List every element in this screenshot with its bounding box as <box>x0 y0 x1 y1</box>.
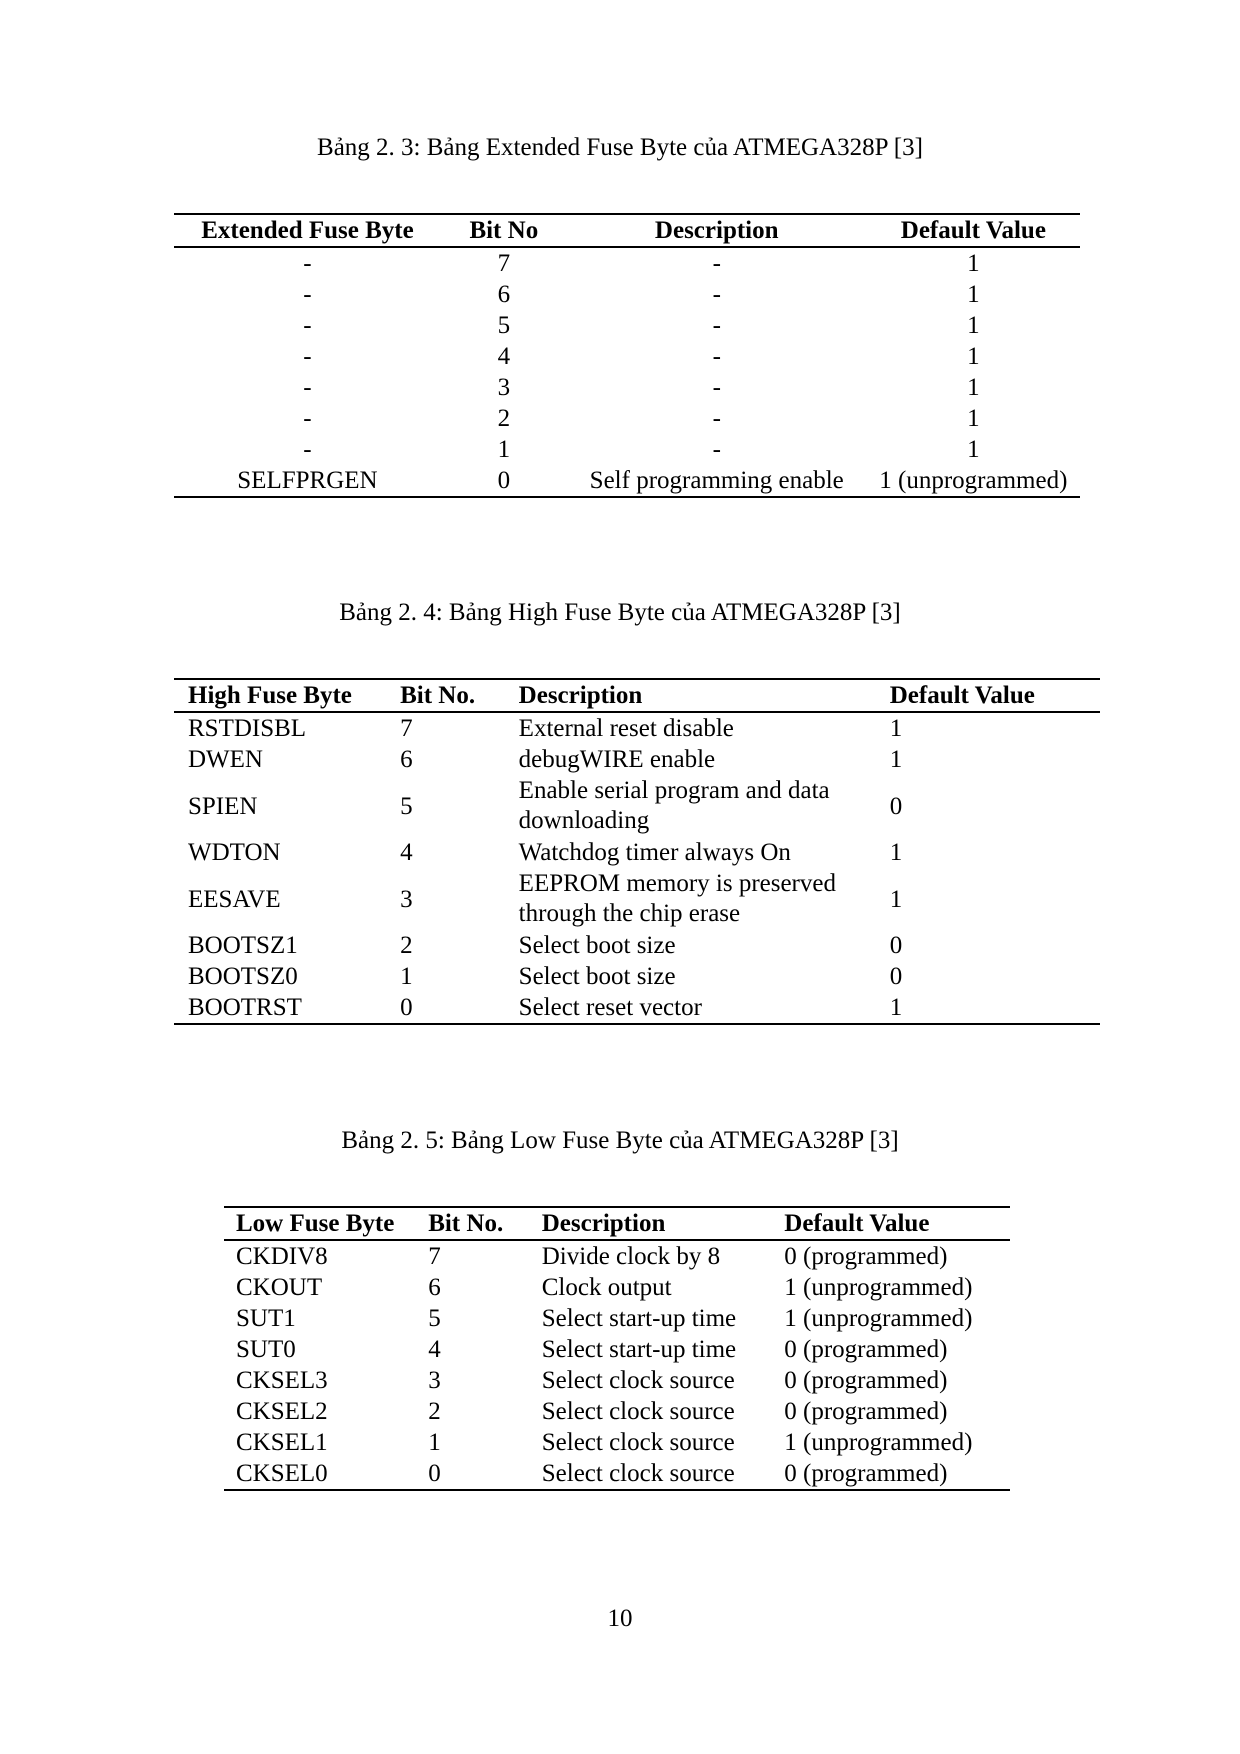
table-row <box>174 279 1080 310</box>
table-cell: 0 <box>428 1460 441 1487</box>
column-header: Bit No <box>469 217 539 244</box>
table-cell: 0 (programmed) <box>784 1243 948 1270</box>
table-cell: 1 (unprogrammed) <box>784 1429 973 1456</box>
table-cell: EESAVE <box>188 885 281 913</box>
table-row <box>174 712 1100 744</box>
table-row <box>174 434 1080 465</box>
table-cell: 0 <box>889 792 903 820</box>
table-cell: - <box>712 250 721 277</box>
table-row <box>174 310 1080 341</box>
table-cell: - <box>303 312 312 339</box>
table-cell: 3 <box>497 374 511 401</box>
extended-fuse-byte-table <box>174 213 1080 498</box>
table-header-row <box>224 1207 1010 1240</box>
table-cell: 1 <box>889 839 903 866</box>
table-cell: 1 <box>889 746 903 773</box>
table-row <box>174 992 1100 1024</box>
table-cell: Select clock source <box>541 1460 735 1487</box>
table-row <box>224 1365 1010 1396</box>
table-row <box>174 341 1080 372</box>
table-cell: SPIEN <box>188 792 258 820</box>
table-cell: 1 <box>967 250 980 277</box>
table-row <box>174 961 1100 992</box>
table-header-row <box>174 679 1100 712</box>
table-cell: 2 <box>400 932 413 959</box>
table-cell: 3 <box>428 1367 441 1394</box>
table-cell: CKOUT <box>236 1274 323 1301</box>
table-cell: BOOTSZ1 <box>188 932 298 959</box>
table-cell: Divide clock by 8 <box>541 1243 721 1270</box>
table-cell: 7 <box>428 1243 441 1270</box>
high-fuse-byte-table <box>174 678 1100 1025</box>
table-cell: 0 (programmed) <box>784 1398 948 1425</box>
table-cell: - <box>712 312 721 339</box>
table-row <box>174 403 1080 434</box>
table-cell: debugWIRE enable <box>518 746 716 773</box>
table-cell: Select start-up time <box>541 1305 737 1332</box>
table-cell: Select boot size <box>518 963 676 990</box>
table-cell: Self programming enable <box>589 467 844 494</box>
table-cell: External reset disable <box>518 715 734 742</box>
table-row <box>174 247 1080 279</box>
table-row <box>174 837 1100 868</box>
table-cell: RSTDISBL <box>188 715 307 742</box>
table-cell: - <box>712 281 721 308</box>
table-cell: 5 <box>497 312 511 339</box>
column-header: Default Value <box>889 682 1035 709</box>
table-cell: 1 <box>967 343 980 370</box>
table-row <box>224 1272 1010 1303</box>
table-cell: CKSEL3 <box>236 1367 328 1394</box>
column-header: Default Value <box>900 217 1046 244</box>
table-row <box>224 1427 1010 1458</box>
table-cell: 6 <box>428 1274 441 1301</box>
table-cell: Select clock source <box>541 1429 735 1456</box>
column-header: Default Value <box>784 1210 930 1237</box>
table-cell: - <box>303 250 312 277</box>
table-cell: 4 <box>497 343 511 370</box>
table-cell: 0 <box>400 994 413 1021</box>
table-cell: 3 <box>400 885 413 913</box>
column-header: Description <box>654 217 779 244</box>
table-cell: Select reset vector <box>518 994 702 1021</box>
table-cell: 0 <box>889 932 903 959</box>
table-cell: 0 (programmed) <box>784 1336 948 1363</box>
table-cell: Enable serial program and data downloading <box>518 777 830 834</box>
table-cell: 5 <box>428 1305 441 1332</box>
table-cell: EEPROM memory is preserved through the chip erase <box>518 870 836 927</box>
table-row <box>174 868 1100 930</box>
table-cell: WDTON <box>188 839 281 866</box>
table-cell: Select clock source <box>541 1367 735 1394</box>
table-row <box>224 1303 1010 1334</box>
table-cell: 0 <box>497 467 511 494</box>
table-cell: Select boot size <box>518 932 676 959</box>
table-row <box>224 1458 1010 1490</box>
table-row <box>174 744 1100 775</box>
table-cell: 1 <box>967 312 980 339</box>
table-cell: Watchdog timer always On <box>518 839 791 866</box>
column-header: High Fuse Byte <box>188 682 352 709</box>
table-cell: 0 <box>889 963 903 990</box>
table-cell: - <box>303 281 312 308</box>
column-header: Description <box>518 682 643 709</box>
low-fuse-byte-table <box>224 1206 1010 1491</box>
column-header: Low Fuse Byte <box>236 1210 395 1237</box>
table-cell: 1 <box>967 374 980 401</box>
table-cell: CKDIV8 <box>236 1243 328 1270</box>
table-cell: 4 <box>400 839 413 866</box>
table-cell: BOOTSZ0 <box>188 963 298 990</box>
column-header: Description <box>541 1210 666 1237</box>
table-cell: - <box>303 343 312 370</box>
table-cell: - <box>303 405 312 432</box>
table-row <box>224 1240 1010 1272</box>
column-header: Bit No. <box>428 1210 504 1237</box>
column-header: Extended Fuse Byte <box>201 217 414 244</box>
table-cell: 1 <box>400 963 413 990</box>
table-cell: 6 <box>497 281 511 308</box>
table-row <box>224 1334 1010 1365</box>
table-cell: 5 <box>400 792 413 820</box>
table-cell: 6 <box>400 746 413 773</box>
table-cell: 1 (unprogrammed) <box>784 1305 973 1332</box>
table-row <box>174 372 1080 403</box>
table-caption-high-fuse: Bảng 2. 4: Bảng High Fuse Byte của ATMEGA328P [3] <box>339 599 901 626</box>
table-cell: CKSEL2 <box>236 1398 328 1425</box>
table-cell: Select clock source <box>541 1398 735 1425</box>
table-cell: Select start-up time <box>541 1336 737 1363</box>
table-cell: SUT0 <box>236 1336 296 1363</box>
table-cell: - <box>712 343 721 370</box>
table-row <box>174 775 1100 837</box>
table-cell: 2 <box>428 1398 441 1425</box>
table-cell: 1 <box>967 405 980 432</box>
table-header-row <box>174 214 1080 247</box>
table-cell: - <box>712 405 721 432</box>
table-cell: 1 <box>497 436 511 463</box>
table-cell: 1 <box>967 281 980 308</box>
table-cell: 7 <box>400 715 413 742</box>
table-cell: - <box>303 436 312 463</box>
table-row <box>174 465 1080 497</box>
table-cell: 1 (unprogrammed) <box>784 1274 973 1301</box>
page-number: 10 <box>607 1605 633 1632</box>
table-row <box>174 930 1100 961</box>
table-cell: - <box>712 436 721 463</box>
table-cell: CKSEL0 <box>236 1460 328 1487</box>
table-cell: DWEN <box>188 746 263 773</box>
table-cell: SELFPRGEN <box>237 467 378 494</box>
table-cell: 1 (unprogrammed) <box>879 467 1068 494</box>
table-cell: 0 (programmed) <box>784 1367 948 1394</box>
table-cell: 1 <box>889 994 903 1021</box>
table-cell: 0 (programmed) <box>784 1460 948 1487</box>
table-cell: 2 <box>497 405 511 432</box>
table-cell: - <box>712 374 721 401</box>
table-cell: Clock output <box>541 1274 672 1301</box>
table-cell: CKSEL1 <box>236 1429 328 1456</box>
table-cell: SUT1 <box>236 1305 296 1332</box>
table-cell: 1 <box>428 1429 441 1456</box>
column-header: Bit No. <box>400 682 476 709</box>
table-cell: 1 <box>967 436 980 463</box>
table-cell: - <box>303 374 312 401</box>
table-cell: 4 <box>428 1336 441 1363</box>
table-caption-extended-fuse: Bảng 2. 3: Bảng Extended Fuse Byte của ATMEGA328P [3] <box>317 134 923 161</box>
table-row <box>224 1396 1010 1427</box>
table-caption-low-fuse: Bảng 2. 5: Bảng Low Fuse Byte của ATMEGA328P [3] <box>341 1127 899 1154</box>
table-cell: 7 <box>497 250 511 277</box>
table-cell: BOOTRST <box>188 994 302 1021</box>
table-cell: 1 <box>889 715 903 742</box>
table-cell: 1 <box>889 885 903 913</box>
